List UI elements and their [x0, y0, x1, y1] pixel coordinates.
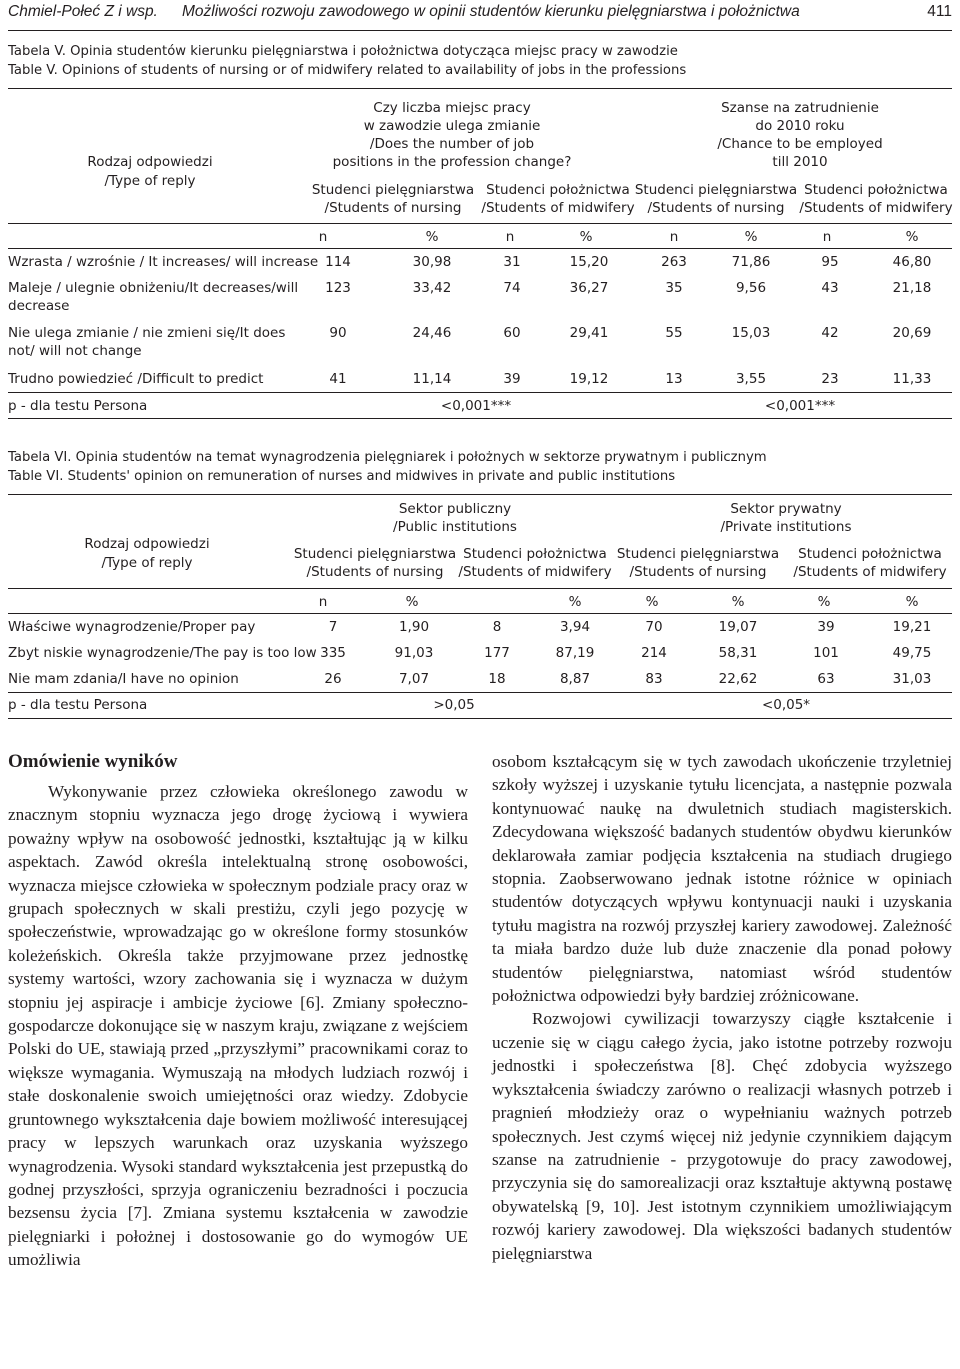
- table5-g2-midwifery-l1: Studenci położnictwa: [804, 182, 948, 198]
- table6-unit: %: [905, 594, 919, 610]
- table6-group2-header-l2: /Private institutions: [720, 519, 852, 535]
- table6-cell: 18: [488, 671, 506, 687]
- table6-cell: 3,94: [559, 619, 591, 635]
- table6-group2-header-l1: Sektor prywatny: [730, 501, 842, 517]
- table6-cell: 87,19: [555, 645, 595, 661]
- table6-cell: 19,07: [718, 619, 758, 635]
- table6-bottom-rule: [8, 718, 952, 719]
- table6-cell: 7: [328, 619, 338, 635]
- table5-group2-header-l2: do 2010 roku: [755, 118, 845, 134]
- table6-p-value: <0,05*: [761, 697, 811, 713]
- table5-cell: 29,41: [569, 325, 609, 341]
- table6-g1-midwifery-l2: /Students of midwifery: [458, 564, 612, 580]
- running-header-author: Chmiel-Połeć Z i wsp.: [8, 3, 158, 20]
- body-paragraph: Rozwojowi cywilizacji towarzyszy ciągłe kształcenie i uczenie się w ciągu całego życia, jako istotne potrzeby rozwoju jednostki i społeczeństwa [8]. Chęć zdobycia wyższego wykształcenia świadczy zarówno o realizacji własnych potrzeb i pragnień młodzieży oraz o wypełnianiu ważnych potrzeb społecznych. Jest czymś więcej niż jedynie czynnikiem dającym szanse na zatrudnienie - przygotowuje do pracy zawodowej, przyczynia się do samorealizacji oraz kształtuje aktywną postawę obywatelską [9, 10]. Jest istotnym czynnikiem umożliwiającym rozwój kariery zawodowej. Dla większości badanych studentów pielęgniarstwa: [492, 1009, 952, 1263]
- table6-g1-midwifery-l1: Studenci położnictwa: [463, 546, 607, 562]
- table6-unit: %: [645, 594, 659, 610]
- table6-cell: 7,07: [398, 671, 430, 687]
- table5-cell: 11,14: [412, 371, 452, 387]
- table6-unit: %: [405, 594, 419, 610]
- table5-bottom-rule: [8, 418, 952, 419]
- table6-cell: 49,75: [892, 645, 932, 661]
- table5-cell: 15,03: [731, 325, 771, 341]
- section-heading: Omówienie wyników: [8, 751, 178, 772]
- table5-units-rule: [8, 248, 952, 249]
- table5-caption-pl: Tabela V. Opinia studentów kierunku pielęgniarstwa i położnictwa dotycząca miejsc pracy w zawodzie: [8, 44, 678, 59]
- table5-caption-en: Table V. Opinions of students of nursing or of midwifery related to availability of jobs in the professions: [8, 63, 687, 78]
- table6-row-label: Nie mam zdania/I have no opinion: [8, 671, 239, 687]
- table6-group1-header-l2: /Public institutions: [393, 519, 517, 535]
- table5-cell: 43: [821, 280, 839, 296]
- table5-cell: 263: [661, 254, 687, 270]
- table5-cell: 74: [503, 280, 521, 296]
- header-rule: [8, 30, 952, 31]
- table6-cell: 8: [492, 619, 502, 635]
- table5-g1-nursing-l1: Studenci pielęgniarstwa: [311, 182, 475, 198]
- table6-cell: 63: [817, 671, 835, 687]
- table6-type-header-l1: Rodzaj odpowiedzi: [84, 536, 210, 552]
- table5-unit: %: [744, 229, 758, 245]
- table5-header-rule: [8, 223, 952, 224]
- table5-g2-nursing-l1: Studenci pielęgniarstwa: [634, 182, 798, 198]
- table5-unit: n: [669, 229, 679, 245]
- table6-cell: 1,90: [398, 619, 430, 635]
- table6-cell: 214: [641, 645, 667, 661]
- table6-unit: %: [817, 594, 831, 610]
- running-header-title: Możliwości rozwoju zawodowego w opinii studentów kierunku pielęgniarstwa i położnictwa: [182, 3, 800, 20]
- table5-cell: 23: [821, 371, 839, 387]
- table6-type-header-l2: /Type of reply: [101, 555, 193, 571]
- table5-cell: 13: [665, 371, 683, 387]
- table6-g1-nursing-l1: Studenci pielęgniarstwa: [293, 546, 457, 562]
- table6-cell: 58,31: [718, 645, 758, 661]
- table5-cell: 11,33: [892, 371, 932, 387]
- table5-row-label: Maleje / ulegnie obniżeniu/It decreases/will decrease: [8, 280, 299, 314]
- page-number: 411: [927, 3, 952, 20]
- table5-cell: 123: [325, 280, 351, 296]
- table5-unit: n: [318, 229, 328, 245]
- table6-cell: 31,03: [892, 671, 932, 687]
- table6-top-rule: [8, 494, 952, 495]
- table5-p-value: <0,001***: [764, 398, 836, 414]
- table5-g2-nursing-l2: /Students of nursing: [647, 200, 785, 216]
- table5-cell: 3,55: [735, 371, 767, 387]
- table5-cell: 35: [665, 280, 683, 296]
- table6-g2-nursing-l2: /Students of nursing: [629, 564, 767, 580]
- table5-group2-header-l3: /Chance to be employed: [717, 136, 883, 152]
- table5-p-label: p - dla testu Persona: [8, 398, 148, 414]
- table5-unit: %: [905, 229, 919, 245]
- table6-p-value: >0,05: [433, 697, 475, 713]
- table5-body-rule: [8, 392, 952, 393]
- table6-header-rule: [8, 588, 952, 589]
- table5-g1-nursing-l2: /Students of nursing: [324, 200, 462, 216]
- table5-unit: %: [579, 229, 593, 245]
- table5-g2-midwifery-l2: /Students of midwifery: [799, 200, 953, 216]
- table6-g2-midwifery-l2: /Students of midwifery: [793, 564, 947, 580]
- table5-cell: 71,86: [731, 254, 771, 270]
- table5-cell: 9,56: [735, 280, 767, 296]
- table6-cell: 335: [320, 645, 346, 661]
- table6-caption-en: Table VI. Students' opinion on remuneration of nurses and midwives in private and public institutions: [8, 469, 676, 484]
- table5-cell: 24,46: [412, 325, 452, 341]
- table6-unit: %: [568, 594, 582, 610]
- table6-g2-nursing-l1: Studenci pielęgniarstwa: [616, 546, 780, 562]
- table5-cell: 19,12: [569, 371, 609, 387]
- body-paragraph: Wykonywanie przez człowieka określonego zawodu w znacznym stopniu wyznacza jego drogę życiową i wywiera poważny wpływ na osobowość jednostki, kształtując ją w kilku aspektach. Zawód określa intelektualną stronę osobowości, wyznacza miejsce człowieka w społecznym podziale pracy oraz w grupach społecznych w skali prestiżu, czyli jego pozycję w społeczeństwie, wprowadzając go w określone formy stosunków koleżeńskich. Określa także przyjmowane przez jednostkę systemy wartości, wzory zachowania się i wyznacza w dużym stopniu jej aspiracje i ambicje życiowe [6]. Zmiany społeczno-gospodarcze dokonujące się w naszym kraju, związane z wejściem Polski do UE, stawiają przed „przyszłymi” pracownikami coraz to większe wymagania. Wymuszają na młodych ludziach rozwój i stałe doskonalenie swoich umiejętności oraz wiedzy. Zdobycie gruntownego wykształcenia daje bowiem możliwość interesującej pracy w lepszych warunkach oraz uzyskania wyższego wynagrodzenia. Wysoki standard wykształcenia jest przepustką do godnej przyszłości, sprzyja ograniczeniu bezradności i poczucia bezsensu życia [7]. Zmiana systemu kształcenia w zawodzie pielęgniarki i położnej i dostosowanie go do wymogów UE umożliwia: [8, 782, 468, 1270]
- table6-row-label: Zbyt niskie wynagrodzenie/The pay is too low: [8, 645, 317, 661]
- table6-cell: 19,21: [892, 619, 932, 635]
- table5-cell: 41: [329, 371, 347, 387]
- body-column-left: [8, 750, 468, 1272]
- table5-cell: 60: [503, 325, 521, 341]
- table5-cell: 15,20: [569, 254, 609, 270]
- table6-cell: 22,62: [718, 671, 758, 687]
- table5-cell: 95: [821, 254, 839, 270]
- table5-group1-header-l1: Czy liczba miejsc pracy: [373, 100, 531, 116]
- table5-cell: 55: [665, 325, 683, 341]
- table5-cell: 114: [325, 254, 351, 270]
- table5-group2-header-l4: till 2010: [772, 154, 828, 170]
- table5-cell: 31: [503, 254, 521, 270]
- table6-cell: 39: [817, 619, 835, 635]
- table5-unit: n: [822, 229, 832, 245]
- table5-cell: 42: [821, 325, 839, 341]
- table6-unit: %: [731, 594, 745, 610]
- table6-cell: 26: [324, 671, 342, 687]
- table5-unit: %: [425, 229, 439, 245]
- table5-cell: 33,42: [412, 280, 452, 296]
- table5-cell: 30,98: [412, 254, 452, 270]
- table6-caption-pl: Tabela VI. Opinia studentów na temat wynagrodzenia pielęgniarek i położnych w sektorze prywatnym i publicznym: [8, 450, 767, 465]
- table5-group1-header-l3: /Does the number of job: [369, 136, 535, 152]
- table6-units-rule: [8, 613, 952, 614]
- table6-g1-nursing-l2: /Students of nursing: [306, 564, 444, 580]
- table6-row-label: Właściwe wynagrodzenie/Proper pay: [8, 619, 256, 635]
- table6-p-label: p - dla testu Persona: [8, 697, 148, 713]
- table5-cell: 46,80: [892, 254, 932, 270]
- table5-unit: n: [505, 229, 515, 245]
- body-column-right: [492, 750, 952, 1265]
- table6-group1-header-l1: Sektor publiczny: [398, 501, 512, 517]
- table5-row-label: Nie ulega zmianie / nie zmieni się/It does not/ will not change: [8, 325, 286, 359]
- table5-type-header-l1: Rodzaj odpowiedzi: [87, 154, 213, 170]
- table5-group1-header-l2: w zawodzie ulega zmianie: [363, 118, 541, 134]
- table5-g1-midwifery-l2: /Students of midwifery: [481, 200, 635, 216]
- running-header: [8, 0, 952, 24]
- table6-body-rule: [8, 692, 952, 693]
- table5-cell: 39: [503, 371, 521, 387]
- table5-group2-header-l1: Szanse na zatrudnienie: [721, 100, 879, 116]
- table6-cell: 83: [645, 671, 663, 687]
- table6-cell: 8,87: [559, 671, 591, 687]
- table5-cell: 20,69: [892, 325, 932, 341]
- table6-unit: n: [318, 594, 328, 610]
- table5-cell: 36,27: [569, 280, 609, 296]
- table6-cell: 177: [484, 645, 510, 661]
- table5-p-value: <0,001***: [440, 398, 512, 414]
- table6-cell: 70: [645, 619, 663, 635]
- table5-cell: 21,18: [892, 280, 932, 296]
- table5-cell: 90: [329, 325, 347, 341]
- table5-row-label: Trudno powiedzieć /Difficult to predict: [8, 371, 264, 387]
- table5-top-rule: [8, 88, 952, 89]
- table5-group1-header-l4: positions in the profession change?: [332, 154, 572, 170]
- table5-g1-midwifery-l1: Studenci położnictwa: [486, 182, 630, 198]
- body-paragraph: osobom kształcącym się w tych zawodach ukończenie trzyletniej szkoły wyższej i uzyskanie tytułu licencjata, a następnie pozwala kontynuować naukę na dwuletnich studiach magisterskich. Zdecydowana większość badanych studentów obydwu kierunków deklarowała zamiar podjęcia kształcenia na studiach drugiego stopnia. Zaobserwowano jednak istotne różnice w opiniach studentów dotyczących wpływu kontynuacji nauki i uzyskania tytułu magistra na rozwój przyszłej kariery zawodowej. Zależność ta miała bardzo duże lub duże znaczenie dla ponad połowy studentów pielęgniarstwa, natomiast wśród studentów położnictwa odpowiedzi były bardziej zróżnicowane.: [492, 752, 952, 1006]
- table6-g2-midwifery-l1: Studenci położnictwa: [798, 546, 942, 562]
- table6-cell: 101: [813, 645, 839, 661]
- table5-row-label: Wzrasta / wzrośnie / It increases/ will increase: [8, 254, 319, 270]
- table6-cell: 91,03: [394, 645, 434, 661]
- table5-type-header-l2: /Type of reply: [104, 173, 196, 189]
